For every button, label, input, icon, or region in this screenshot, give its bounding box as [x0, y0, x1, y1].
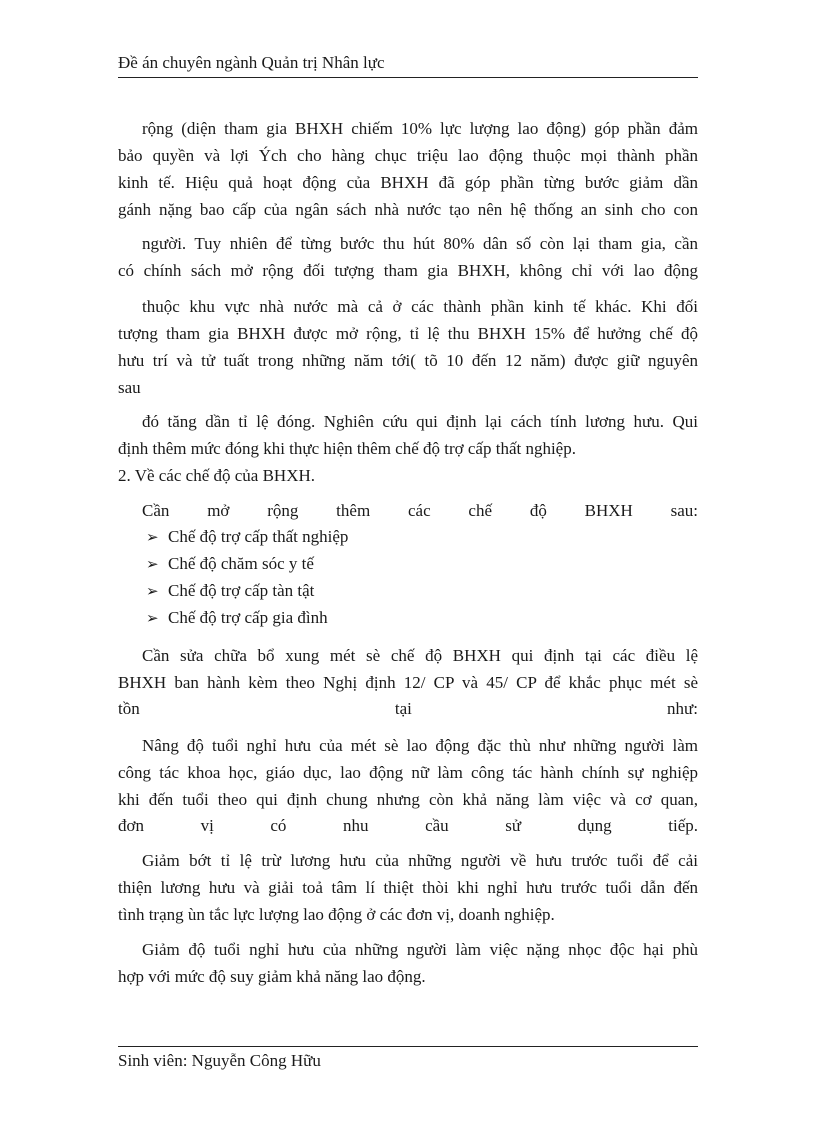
footer-rule: [118, 1046, 698, 1047]
body-line: có chính sách mở rộng đối tượng tham gia BHXH, không chỉ với lao động: [118, 261, 698, 280]
bullet-item: ➢ Chế độ chăm sóc y tế: [146, 553, 314, 576]
arrow-bullet-icon: ➢: [146, 584, 159, 600]
header-rule: [118, 77, 698, 78]
page-header: Đề án chuyên ngành Quản trị Nhân lực: [118, 53, 385, 72]
body-line: Giảm bớt tỉ lệ trừ lương hưu của những người về hưu trước tuổi để cải: [142, 851, 698, 870]
body-line: khi đến tuổi theo qui định chung nhưng còn khả năng làm việc và cơ quan,: [118, 790, 698, 809]
body-line: thiện lương hưu và giải toả tâm lí thiệt thòi khi nghỉ hưu trước tuổi dẫn đến: [118, 878, 698, 897]
arrow-bullet-icon: ➢: [146, 557, 159, 573]
body-line: Cần mở rộng thêm các chế độ BHXH sau:: [142, 501, 698, 520]
page-footer: Sinh viên: Nguyễn Công Hữu: [118, 1051, 321, 1070]
body-line: BHXH ban hành kèm theo Nghị định 12/ CP và 45/ CP để khắc phục mét sè: [118, 673, 698, 692]
bullet-item: ➢ Chế độ trợ cấp tàn tật: [146, 580, 314, 603]
body-line: gánh nặng bao cấp của ngân sách nhà nước tạo nên hệ thống an sinh cho con: [118, 200, 698, 219]
bullet-item: ➢ Chế độ trợ cấp thất nghiệp: [146, 526, 348, 549]
body-line: hưu trí và tử tuất trong những năm tới( tõ 10 đến 12 năm) được giữ nguyên: [118, 351, 698, 370]
body-line: tượng tham gia BHXH được mở rộng, tỉ lệ thu BHXH 15% để hưởng chế độ: [118, 324, 698, 343]
body-line: công tác khoa học, giáo dục, lao động nữ làm công tác hành chính sự nghiệp: [118, 763, 698, 782]
section-heading: 2. Về các chế độ của BHXH.: [118, 466, 316, 485]
body-line: đơn vị có nhu cầu sử dụng tiếp.: [118, 816, 698, 835]
body-line: Nâng độ tuổi nghỉ hưu của mét sè lao động đặc thù như những người làm: [142, 736, 698, 755]
body-line: thuộc khu vực nhà nước mà cả ở các thành phần kinh tế khác. Khi đối: [142, 297, 698, 316]
body-line: tồn tại như:: [118, 699, 698, 718]
body-line: rộng (diện tham gia BHXH chiếm 10% lực lượng lao động) góp phần đảm: [142, 119, 698, 138]
arrow-bullet-icon: ➢: [146, 530, 159, 546]
body-line: sau: [118, 378, 141, 397]
body-line: Cần sửa chữa bổ xung mét sè chế độ BHXH qui định tại các điều lệ: [142, 646, 698, 665]
arrow-bullet-icon: ➢: [146, 611, 159, 627]
bullet-item: ➢ Chế độ trợ cấp gia đình: [146, 607, 328, 630]
body-line: bảo quyền và lợi Ých cho hàng chục triệu lao động thuộc mọi thành phần: [118, 146, 698, 165]
body-line: đó tăng dần tỉ lệ đóng. Nghiên cứu qui định lại cách tính lương hưu. Qui: [142, 412, 698, 431]
body-line: tình trạng ùn tắc lực lượng lao động ở các đơn vị, doanh nghiệp.: [118, 905, 555, 924]
body-line: người. Tuy nhiên để từng bước thu hút 80% dân số còn lại tham gia, cần: [142, 234, 698, 253]
body-line: kinh tế. Hiệu quả hoạt động của BHXH đã góp phần từng bước giảm dần: [118, 173, 698, 192]
body-line: định thêm mức đóng khi thực hiện thêm chế độ trợ cấp thất nghiệp.: [118, 439, 576, 458]
body-line: hợp với mức độ suy giảm khả năng lao động.: [118, 967, 426, 986]
body-line: Giảm độ tuổi nghỉ hưu của những người làm việc nặng nhọc độc hại phù: [142, 940, 698, 959]
